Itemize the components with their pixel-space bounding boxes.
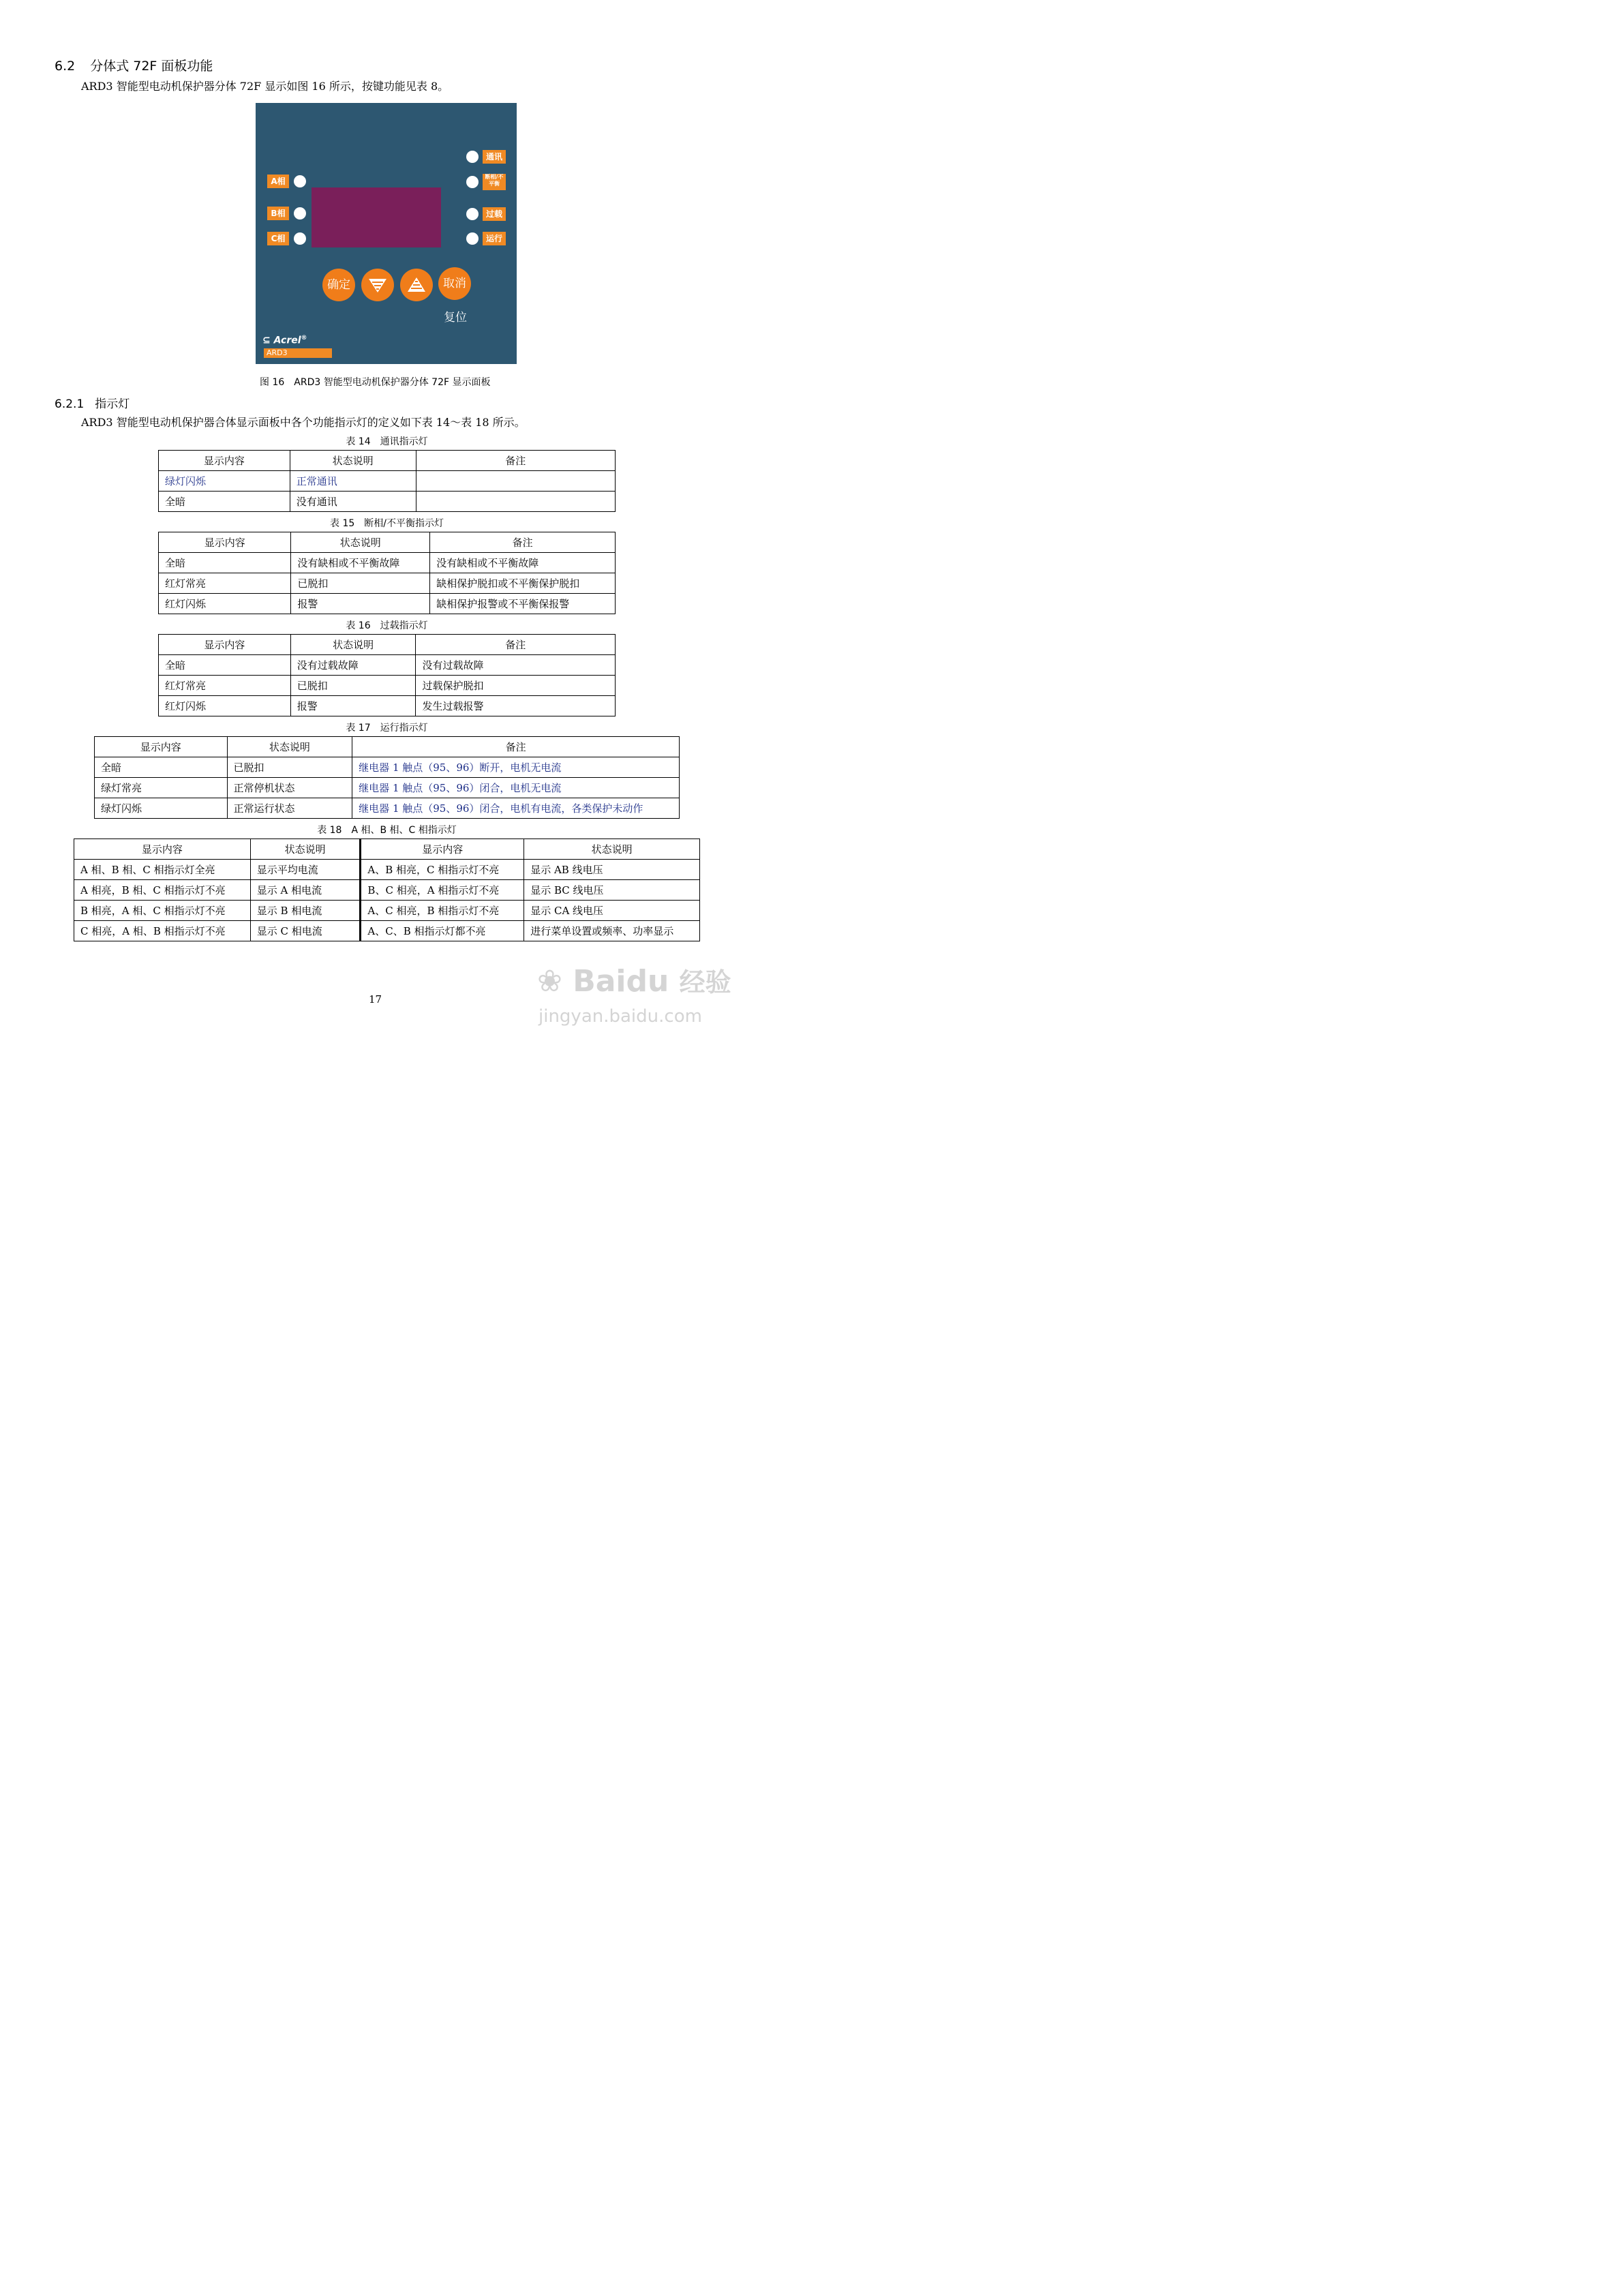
table-cell: 缺相保护脱扣或不平衡保护脱扣 <box>430 573 616 594</box>
table-header-cell: 状态说明 <box>227 737 352 757</box>
table15-caption: 表 15 断相/不平衡指示灯 <box>330 518 444 529</box>
brand-name: Acrel <box>273 335 301 346</box>
table-row <box>159 573 616 594</box>
table-cell: B 相亮，A 相、C 相指示灯不亮 <box>74 901 251 921</box>
figure-caption: 图 16 ARD3 智能型电动机保护器分体 72F 显示面板 <box>260 377 491 388</box>
table-row <box>159 696 616 716</box>
tag-run: 运行 <box>483 232 506 245</box>
led-run <box>466 232 479 245</box>
table-header-cell: 显示内容 <box>74 839 251 860</box>
subsection-heading <box>55 394 130 411</box>
led-phase-b <box>294 207 306 220</box>
table-overload-indicator <box>158 634 616 716</box>
table-cell: 显示平均电流 <box>250 860 361 880</box>
section-number: 6.2 <box>55 59 76 74</box>
led-comm <box>466 151 479 163</box>
tag-phase-loss: 断相/不平衡 <box>483 174 506 190</box>
table-header-cell: 状态说明 <box>291 532 430 553</box>
table-cell: 显示 BC 线电压 <box>524 880 700 901</box>
table-phase-indicator <box>74 839 700 941</box>
table-cell: 显示 CA 线电压 <box>524 901 700 921</box>
cancel-button[interactable]: 取消 <box>438 267 471 300</box>
table-cell: 已脱扣 <box>227 757 352 778</box>
table-header-row <box>74 839 700 860</box>
table-header-cell: 状态说明 <box>290 451 416 471</box>
table-cell: 全暗 <box>159 655 291 676</box>
table-row <box>74 901 700 921</box>
down-button[interactable] <box>361 269 394 301</box>
table-row <box>95 757 680 778</box>
table-cell: B、C 相亮，A 相指示灯不亮 <box>361 880 524 901</box>
table-comm-indicator <box>158 450 616 512</box>
table-row <box>95 798 680 819</box>
table-cell: 发生过载报警 <box>416 696 616 716</box>
table-cell: 已脱扣 <box>290 676 416 696</box>
table-cell: 没有过载故障 <box>416 655 616 676</box>
acrel-logo-icon: ⊆ <box>262 335 271 346</box>
tag-overload: 过载 <box>483 207 506 221</box>
tag-phase-c: C相 <box>267 232 289 245</box>
table-header-row <box>95 737 680 757</box>
table-cell: 没有通讯 <box>290 492 416 512</box>
table14-caption: 表 14 通讯指示灯 <box>346 436 428 447</box>
brand-logo <box>262 335 307 346</box>
table-row <box>159 655 616 676</box>
model-badge: ARD3 <box>264 348 332 358</box>
table-cell: 报警 <box>291 594 430 614</box>
led-phase-c <box>294 232 306 245</box>
table-cell: 继电器 1 触点（95、96）闭合，电机有电流，各类保护未动作 <box>352 798 680 819</box>
table-header-row <box>159 635 616 655</box>
table-row <box>159 594 616 614</box>
table-cell: 没有过载故障 <box>290 655 416 676</box>
tag-phase-a: A相 <box>267 175 289 188</box>
table-cell: 显示 A 相电流 <box>250 880 361 901</box>
led-overload <box>466 208 479 220</box>
reset-label: 复位 <box>444 311 467 324</box>
tag-comm: 通讯 <box>483 150 506 164</box>
table-cell: 红灯常亮 <box>159 573 291 594</box>
table-cell: C 相亮，A 相、B 相指示灯不亮 <box>74 921 251 941</box>
tag-phase-b: B相 <box>267 207 289 220</box>
table-cell <box>416 471 615 492</box>
table-cell: 全暗 <box>159 492 290 512</box>
table-cell: A、C 相亮，B 相指示灯不亮 <box>361 901 524 921</box>
page-number: 17 <box>368 993 382 1006</box>
up-arrow-icon <box>406 274 427 296</box>
table-cell: 已脱扣 <box>291 573 430 594</box>
table-cell: 正常停机状态 <box>227 778 352 798</box>
table-row <box>74 880 700 901</box>
table-cell: 红灯闪烁 <box>159 594 291 614</box>
table-cell: 显示 AB 线电压 <box>524 860 700 880</box>
table-header-cell: 显示内容 <box>361 839 524 860</box>
subsection-number: 6.2.1 <box>55 397 85 411</box>
table-cell: 没有缺相或不平衡故障 <box>291 553 430 573</box>
table-header-cell: 状态说明 <box>524 839 700 860</box>
table17-caption: 表 17 运行指示灯 <box>346 723 428 734</box>
baidu-watermark <box>537 961 731 999</box>
confirm-button[interactable]: 确定 <box>322 269 355 301</box>
table-cell: 全暗 <box>159 553 291 573</box>
table-cell: 继电器 1 触点（95、96）断开，电机无电流 <box>352 757 680 778</box>
table-cell: 正常运行状态 <box>227 798 352 819</box>
table-cell: 红灯闪烁 <box>159 696 291 716</box>
table-header-cell: 显示内容 <box>159 532 291 553</box>
table-cell: 绿灯常亮 <box>95 778 228 798</box>
table-row <box>95 778 680 798</box>
table-header-cell: 状态说明 <box>250 839 361 860</box>
table-run-indicator <box>94 736 680 819</box>
table-cell: 报警 <box>290 696 416 716</box>
table-row <box>159 471 616 492</box>
table-cell: 缺相保护报警或不平衡保报警 <box>430 594 616 614</box>
baidu-paw-icon: ❀ <box>537 964 562 999</box>
table-cell: 显示 C 相电流 <box>250 921 361 941</box>
table-header-cell: 备注 <box>430 532 616 553</box>
table-header-cell: 显示内容 <box>159 635 291 655</box>
display-screen <box>312 187 441 247</box>
up-button[interactable] <box>400 269 433 301</box>
table-header-cell: 备注 <box>352 737 680 757</box>
sub-intro-paragraph: ARD3 智能型电动机保护器合体显示面板中各个功能指示灯的定义如下表 14～表 18 所示。 <box>81 416 526 429</box>
table-cell: 过载保护脱扣 <box>416 676 616 696</box>
table-header-cell: 备注 <box>416 635 616 655</box>
table-header-cell: 显示内容 <box>159 451 290 471</box>
table-header-cell: 备注 <box>416 451 615 471</box>
watermark-url: jingyan.baidu.com <box>539 1006 702 1027</box>
table-cell: A 相、B 相、C 相指示灯全亮 <box>74 860 251 880</box>
table-cell: A、B 相亮，C 相指示灯不亮 <box>361 860 524 880</box>
table-cell: A 相亮，B 相、C 相指示灯不亮 <box>74 880 251 901</box>
section-title: 分体式 72F 面板功能 <box>90 59 213 74</box>
table-cell: 全暗 <box>95 757 228 778</box>
table18-caption: 表 18 A 相、B 相、C 相指示灯 <box>317 825 457 836</box>
subsection-title: 指示灯 <box>95 397 130 411</box>
led-phase-loss <box>466 176 479 188</box>
section-heading <box>55 56 213 74</box>
led-phase-a <box>294 175 306 187</box>
table-row <box>159 553 616 573</box>
watermark-brand: Baidu <box>573 964 669 999</box>
table-header-row <box>159 451 616 471</box>
table-cell: 绿灯闪烁 <box>95 798 228 819</box>
table-header-row <box>159 532 616 553</box>
table-cell: 绿灯闪烁 <box>159 471 290 492</box>
intro-paragraph: ARD3 智能型电动机保护器分体 72F 显示如图 16 所示，按键功能见表 8。 <box>81 80 449 93</box>
table-phase-loss-indicator <box>158 532 616 614</box>
table-cell: 没有缺相或不平衡故障 <box>430 553 616 573</box>
table-cell: 正常通讯 <box>290 471 416 492</box>
ard3-panel-figure <box>256 103 517 364</box>
table-row <box>74 921 700 941</box>
table-cell: 进行菜单设置或频率、功率显示 <box>524 921 700 941</box>
table-header-cell: 显示内容 <box>95 737 228 757</box>
table-header-cell: 状态说明 <box>290 635 416 655</box>
registered-mark: ® <box>301 335 307 342</box>
table-row <box>74 860 700 880</box>
table16-caption: 表 16 过载指示灯 <box>346 620 428 631</box>
table-cell: 继电器 1 触点（95、96）闭合，电机无电流 <box>352 778 680 798</box>
watermark-brand-cn: 经验 <box>679 967 731 997</box>
table-row <box>159 676 616 696</box>
down-arrow-icon <box>367 274 389 296</box>
table-cell <box>416 492 615 512</box>
table-cell: A、C、B 相指示灯都不亮 <box>361 921 524 941</box>
table-row <box>159 492 616 512</box>
table-cell: 显示 B 相电流 <box>250 901 361 921</box>
table-cell: 红灯常亮 <box>159 676 291 696</box>
